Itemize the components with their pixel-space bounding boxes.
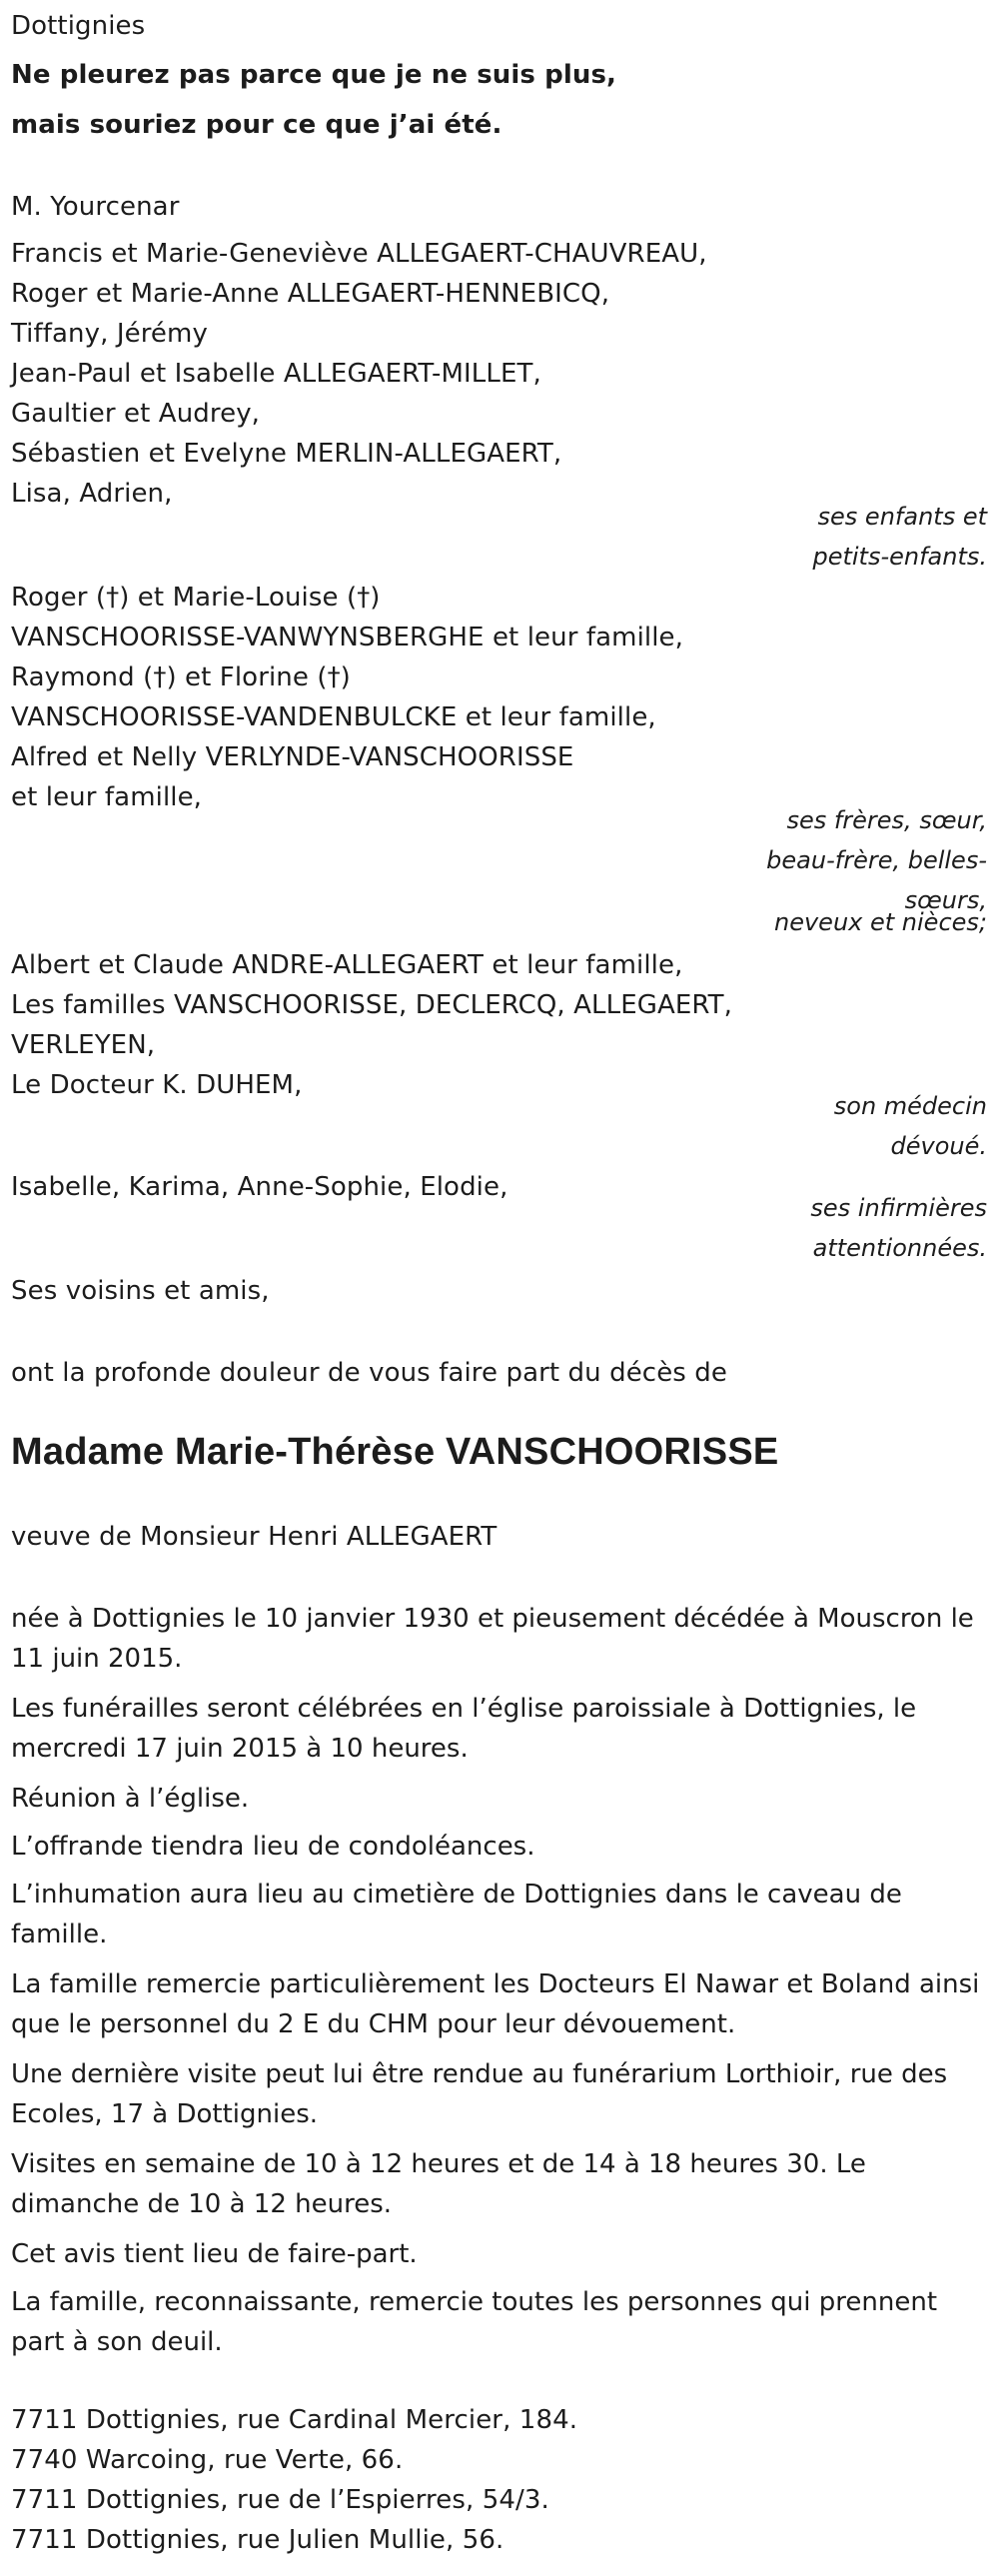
family-line: Gaultier et Audrey, [11, 399, 261, 429]
relation-label: son médecin [833, 1092, 987, 1120]
family-line: VANSCHOORISSE-VANDENBULCKE et leur famille, [11, 702, 656, 732]
family-line: et leur famille, [11, 782, 203, 812]
body-paragraph: La famille, reconnaissante, remercie toutes les personnes qui prennent part à son deuil. [11, 2287, 938, 2357]
body-paragraph: Une dernière visite peut lui être rendue au funérarium Lorthioir, rue des Ecoles, 17 à Dottignies. [11, 2059, 948, 2129]
body-paragraph: Visites en semaine de 10 à 12 heures et de 14 à 18 heures 30. Le dimanche de 10 à 12 heures. [11, 2149, 866, 2219]
family-line: Roger et Marie-Anne ALLEGAERT-HENNEBICQ, [11, 279, 610, 309]
address-line: 7711 Dottignies, rue Cardinal Mercier, 184. [11, 2405, 578, 2435]
relation-label: sœurs, [904, 886, 987, 914]
relation-label: attentionnées. [812, 1234, 987, 1262]
family-line: Tiffany, Jérémy [11, 319, 208, 349]
family-line: Raymond (†) et Florine (†) [11, 662, 351, 692]
relation-label: ses enfants et [817, 503, 987, 531]
family-line: Roger (†) et Marie-Louise (†) [11, 583, 381, 613]
family-line: Le Docteur K. DUHEM, [11, 1070, 303, 1100]
body-paragraph: Cet avis tient lieu de faire-part. [11, 2239, 418, 2269]
family-line: VERLEYEN, [11, 1030, 156, 1060]
body-paragraph: née à Dottignies le 10 janvier 1930 et pieusement décédée à Mouscron le 11 juin 2015. [11, 1604, 974, 1674]
relation-label: neveux et nièces; [774, 908, 987, 936]
family-line: Sébastien et Evelyne MERLIN-ALLEGAERT, [11, 439, 562, 469]
widow-of-line: veuve de Monsieur Henri ALLEGAERT [11, 1522, 498, 1552]
quote-line-1: Ne pleurez pas parce que je ne suis plus, [11, 60, 617, 90]
body-paragraph: La famille remercie particulièrement les Docteurs El Nawar et Boland ainsi que le personnel du 2 E du CHM pour leur dévouement. [11, 1969, 980, 2039]
family-line: VANSCHOORISSE-VANWYNSBERGHE et leur famille, [11, 623, 683, 652]
place-heading: Dottignies [11, 11, 146, 41]
body-paragraph: Réunion à l’église. [11, 1784, 250, 1814]
family-line: Francis et Marie-Geneviève ALLEGAERT-CHAUVREAU, [11, 239, 707, 269]
body-paragraph: L’offrande tiendra lieu de condoléances. [11, 1832, 535, 1862]
quote-line-2: mais souriez pour ce que j’ai été. [11, 110, 502, 140]
address-line: 7711 Dottignies, rue Julien Mullie, 56. [11, 2525, 504, 2555]
relation-label: petits-enfants. [812, 543, 987, 571]
relation-label: ses infirmières [810, 1194, 987, 1222]
address-line: 7740 Warcoing, rue Verte, 66. [11, 2445, 404, 2475]
announcement-line: ont la profonde douleur de vous faire part du décès de [11, 1358, 728, 1388]
body-paragraph: Les funérailles seront célébrées en l’église paroissiale à Dottignies, le mercredi 17 juin 2015 à 10 heures. [11, 1694, 917, 1764]
relation-label: dévoué. [890, 1132, 987, 1160]
address-line: 7711 Dottignies, rue de l’Espierres, 54/3. [11, 2485, 549, 2515]
neighbors-line: Ses voisins et amis, [11, 1276, 270, 1306]
body-paragraph: L’inhumation aura lieu au cimetière de Dottignies dans le caveau de famille. [11, 1880, 902, 1949]
relation-label: beau-frère, belles- [766, 846, 987, 874]
family-line: Jean-Paul et Isabelle ALLEGAERT-MILLET, [11, 359, 541, 389]
family-line: Lisa, Adrien, [11, 479, 173, 509]
family-line: M. Yourcenar [11, 192, 180, 222]
family-line: Les familles VANSCHOORISSE, DECLERCQ, ALLEGAERT, [11, 990, 733, 1020]
family-line: Alfred et Nelly VERLYNDE-VANSCHOORISSE [11, 742, 574, 772]
relation-label: ses frères, sœur, [786, 806, 987, 834]
family-line: Albert et Claude ANDRE-ALLEGAERT et leur famille, [11, 950, 683, 980]
deceased-name: Madame Marie-Thérèse VANSCHOORISSE [11, 1431, 779, 1473]
nurses-line: Isabelle, Karima, Anne-Sophie, Elodie, [11, 1172, 508, 1202]
